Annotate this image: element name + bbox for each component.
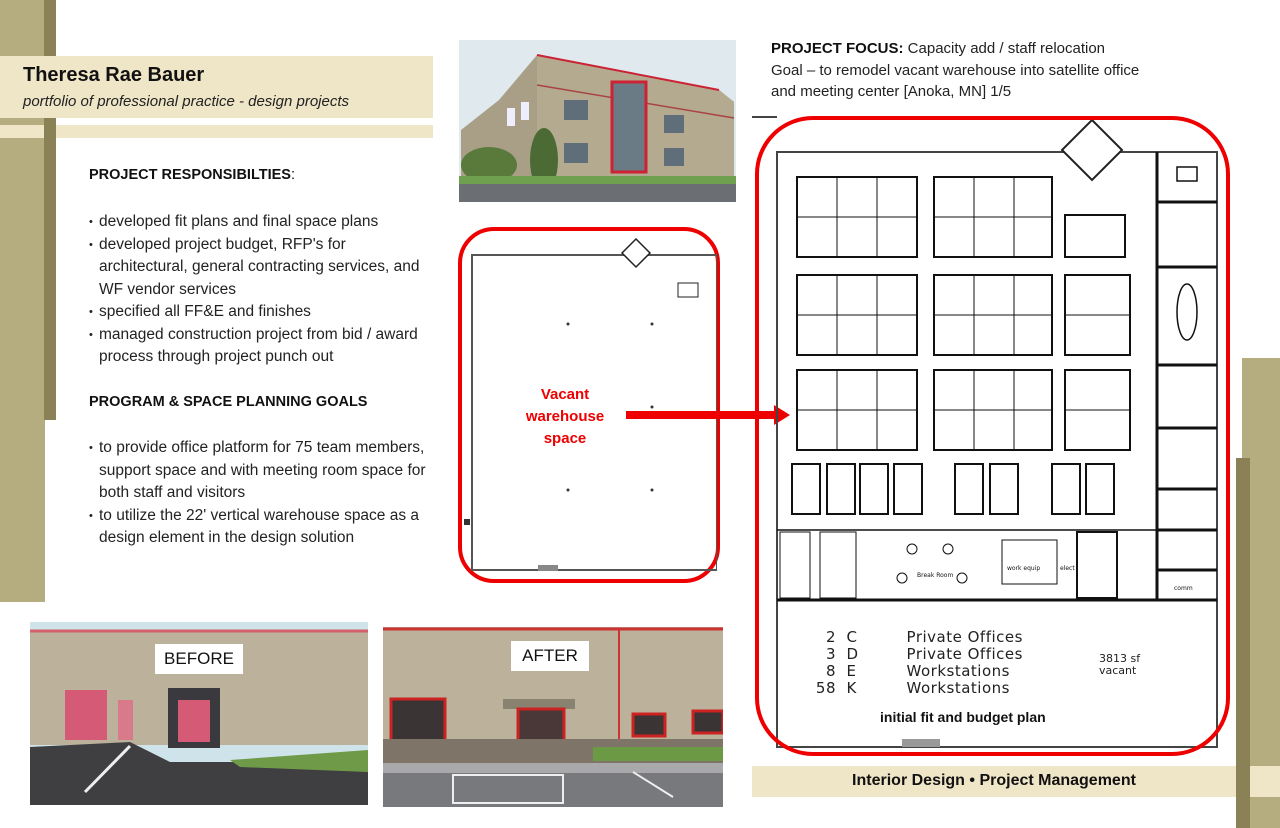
legend-code: D: [846, 645, 859, 663]
project-focus-line: [771, 38, 1139, 60]
legend-type: Private Offices: [906, 628, 1023, 646]
project-focus-value: Capacity add / staff relocation: [903, 40, 1106, 57]
room-label-comm: comm: [1174, 585, 1193, 592]
list-item: • specified all FF&E and finishes: [89, 301, 429, 324]
exterior-photo-illustration: [459, 40, 736, 202]
room-label-elect: elect: [1060, 565, 1075, 572]
legend-count: 58: [815, 679, 836, 697]
legend-row: [810, 663, 1023, 680]
responsibilities-heading-colon: :: [290, 167, 295, 183]
vacant-square-footage: [1099, 653, 1140, 677]
project-goal-line: Goal – to remodel vacant warehouse into satellite office: [771, 61, 1140, 79]
legend-count: 2: [825, 628, 836, 646]
vacant-label-line: Vacant: [540, 386, 590, 403]
portfolio-subtitle: portfolio of professional practice - design projects: [23, 93, 350, 110]
portfolio-owner-name: Theresa Rae Bauer: [23, 64, 205, 86]
project-focus: [771, 38, 1139, 103]
legend-row: [810, 680, 1023, 697]
header-rule-left: [0, 125, 44, 138]
exterior-photo: [459, 40, 736, 202]
goals-heading: PROGRAM & SPACE PLANNING GOALS: [89, 394, 368, 410]
vacant-label-line: space: [543, 430, 587, 447]
legend-code: C: [846, 628, 858, 646]
legend-type: Workstations: [906, 679, 1010, 697]
list-item: • developed fit plans and final space plans: [89, 211, 429, 234]
goals-list: [89, 437, 434, 550]
vacant-warehouse-label: [505, 384, 625, 450]
project-goal-line: and meeting center [Anoka, MN] 1/5: [771, 83, 1012, 100]
responsibilities-heading: [89, 167, 295, 183]
legend-count: 8: [825, 662, 836, 680]
legend-code: E: [846, 662, 857, 680]
list-item: • developed project budget, RFP's for architectural, general contracting services, and WF vendor services: [89, 234, 429, 302]
room-label-work-equip: work equip: [1007, 565, 1041, 572]
sf-label: vacant: [1099, 664, 1137, 677]
vacant-label-line: warehouse: [525, 408, 605, 425]
after-photo: [383, 627, 723, 807]
list-item: • to provide office platform for 75 team members, support space and with meeting room space for both staff and visitors: [89, 437, 434, 505]
sf-value: 3813 sf: [1099, 652, 1141, 665]
legend-row: [810, 629, 1023, 646]
project-focus-label: PROJECT FOCUS:: [771, 40, 904, 57]
list-item: • managed construction project from bid / award process through project punch out: [89, 324, 429, 369]
after-label: AFTER: [511, 641, 589, 671]
footer-band-right: [1250, 766, 1280, 797]
legend-count: 3: [825, 645, 836, 663]
before-label: BEFORE: [155, 644, 243, 674]
responsibilities-list: [89, 211, 429, 369]
room-label-break-room: Break Room: [917, 572, 954, 579]
legend-code: K: [846, 679, 857, 697]
plan-legend: [810, 629, 1023, 697]
fit-plan-caption: initial fit and budget plan: [880, 709, 1046, 725]
header-rule: [56, 125, 433, 138]
responsibilities-heading-text: PROJECT RESPONSIBILTIES: [89, 167, 291, 183]
legend-type: Private Offices: [906, 645, 1023, 663]
list-item: • to utilize the 22' vertical warehouse space as a design element in the design solution: [89, 505, 434, 550]
legend-row: [810, 646, 1023, 663]
footer-tagline: Interior Design • Project Management: [852, 772, 1136, 789]
legend-type: Workstations: [906, 662, 1010, 680]
before-photo: [30, 622, 368, 805]
decorative-bar-right-accent: [1236, 458, 1250, 828]
